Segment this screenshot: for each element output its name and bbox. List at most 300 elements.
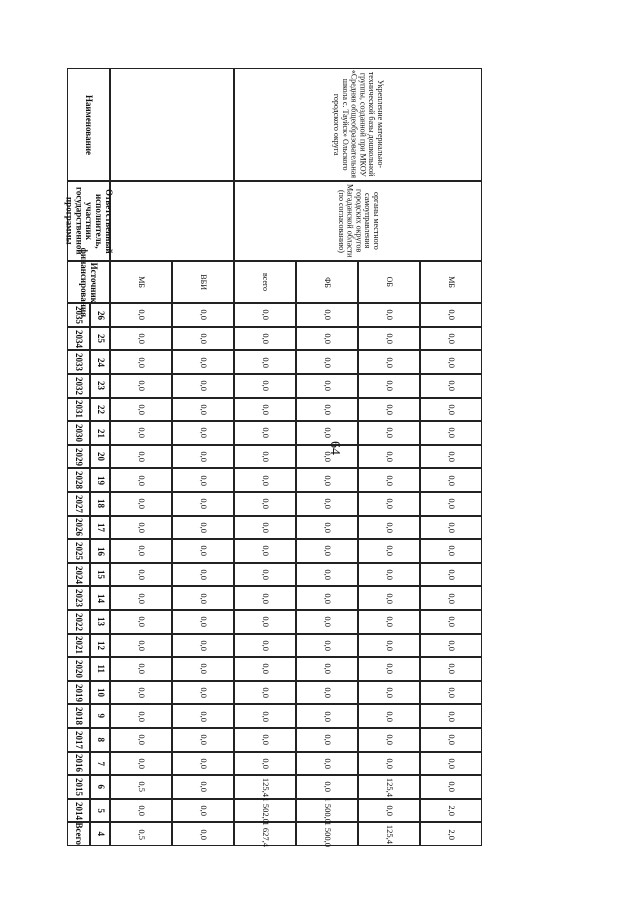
year-header-text: 2022 [74, 612, 85, 631]
table-cell-text: 0,0 [136, 309, 147, 321]
table-cell [420, 374, 482, 398]
table-cell-text: 0,0 [384, 569, 395, 580]
table-cell-text: 0,0 [322, 663, 333, 675]
year-header [67, 563, 90, 587]
table-cell-text: 1 500,0 [322, 821, 333, 847]
table-cell [358, 539, 420, 563]
table-cell-text: 0,0 [384, 333, 395, 344]
table-cell [358, 563, 420, 587]
table-cell [420, 468, 482, 492]
table-cell-text: 0,0 [260, 710, 271, 722]
table-cell-text: 0,0 [446, 309, 457, 321]
table-cell [110, 516, 172, 540]
table-cell-text: 0,0 [322, 498, 333, 510]
year-header [67, 704, 90, 728]
year-header [67, 327, 90, 351]
table-cell [110, 350, 172, 374]
table-cell-text: 0,0 [322, 545, 333, 557]
table-cell [358, 657, 420, 681]
year-header-text: 2024 [74, 565, 85, 584]
table-cell-text: 0,0 [446, 616, 457, 628]
column-number [90, 634, 110, 658]
year-header [67, 350, 90, 374]
table-cell-text: 0,0 [322, 710, 333, 722]
table-cell [420, 586, 482, 610]
table-cell-text: 0,0 [198, 545, 209, 557]
source-cell [234, 261, 296, 303]
table-cell-text: 0,0 [198, 404, 209, 415]
column-number [90, 610, 110, 634]
table-cell [420, 822, 482, 846]
table-cell [172, 586, 234, 610]
year-header [67, 775, 90, 799]
table-cell-text: 0,0 [384, 309, 395, 321]
table-cell-text: 0,0 [384, 474, 395, 486]
table-cell [110, 822, 172, 846]
table-cell-text: 0,0 [260, 333, 271, 344]
column-number-text: 13 [95, 617, 106, 627]
table-cell [234, 445, 296, 469]
table-cell [234, 350, 296, 374]
table-cell-text: 0,0 [384, 710, 395, 722]
column-number-text: 19 [95, 475, 106, 485]
column-number [90, 468, 110, 492]
table-cell [420, 563, 482, 587]
table-cell-text: 0,0 [260, 734, 271, 746]
table-cell [420, 704, 482, 728]
table-cell [420, 610, 482, 634]
table-cell-text: 0,0 [198, 427, 209, 439]
table-cell [296, 657, 358, 681]
table-cell-text: 0,0 [260, 640, 271, 651]
table-cell [296, 822, 358, 846]
table-cell-text: 0,0 [198, 781, 209, 793]
source-cell [110, 261, 172, 303]
table-cell [172, 657, 234, 681]
table-cell-text: 0,0 [260, 380, 271, 392]
name-cell [234, 68, 482, 181]
table-cell [358, 728, 420, 752]
table-cell [296, 728, 358, 752]
year-header [67, 398, 90, 422]
table-cell-text: 0,0 [322, 451, 333, 462]
column-number-text: 11 [95, 664, 106, 674]
table-cell [358, 681, 420, 705]
table-cell [234, 610, 296, 634]
table-cell-text: 0,0 [322, 592, 333, 604]
table-cell [296, 563, 358, 587]
table-cell [358, 822, 420, 846]
year-header [67, 539, 90, 563]
table-cell-text: 0,0 [198, 710, 209, 722]
year-header-text: 2020 [74, 660, 85, 679]
table-cell [420, 327, 482, 351]
year-header [67, 799, 90, 823]
table-cell-text: 0,0 [260, 592, 271, 604]
table-cell-text: 0,0 [198, 616, 209, 628]
budget-table [64, 68, 525, 847]
source-cell [172, 261, 234, 303]
table-cell [110, 799, 172, 823]
table-cell-text: 0,0 [136, 404, 147, 415]
table-cell-text: 0,0 [446, 522, 457, 533]
page-number: 64 [327, 441, 342, 455]
table-cell-text: 0,0 [446, 380, 457, 392]
table-cell [296, 327, 358, 351]
column-number-text: 4 [95, 831, 106, 837]
table-cell-text: 0,0 [446, 545, 457, 557]
table-cell-text: 0,0 [446, 474, 457, 486]
table-cell [358, 327, 420, 351]
table-cell-text: 0,0 [260, 427, 271, 439]
table-cell-text: 2,0 [446, 828, 457, 840]
table-cell-text: 0,0 [446, 569, 457, 580]
table-cell [358, 634, 420, 658]
year-header-text: 2018 [74, 707, 85, 726]
table-cell-text: 0,0 [136, 333, 147, 344]
table-cell-text: 0,0 [198, 758, 209, 769]
year-header-text: 2035 [74, 306, 85, 325]
executor-cell-text: органы местного самоуправления городских округов Магаданской области (по согласованию) [336, 184, 381, 258]
column-number [90, 445, 110, 469]
table-cell [172, 445, 234, 469]
column-number [90, 681, 110, 705]
table-cell [172, 704, 234, 728]
column-number [90, 704, 110, 728]
table-cell [358, 610, 420, 634]
column-number-text: 25 [95, 334, 106, 344]
table-cell-text: 0,0 [322, 356, 333, 368]
table-cell [296, 303, 358, 327]
table-cell-text: 0,0 [198, 734, 209, 746]
table-cell [296, 516, 358, 540]
table-cell-text: 1 500,0 [322, 797, 333, 824]
table-cell-text: 0,0 [446, 498, 457, 510]
column-number [90, 822, 110, 846]
year-header [67, 634, 90, 658]
column-number-text: 7 [95, 761, 106, 766]
table-cell-text: 0,0 [322, 758, 333, 769]
table-cell-text: 0,0 [136, 687, 147, 698]
table-cell-text: 0,0 [260, 616, 271, 628]
table-cell-text: 0,0 [384, 522, 395, 533]
table-cell [420, 445, 482, 469]
table-cell-text: 0,0 [384, 805, 395, 816]
table-cell-text: 0,0 [136, 474, 147, 486]
table-cell-text: 0,0 [384, 687, 395, 698]
year-header [67, 681, 90, 705]
source-header-text: Источник финансирования [79, 247, 100, 317]
table-cell [172, 468, 234, 492]
year-header-text: 2027 [74, 494, 85, 513]
table-cell-text: 0,0 [446, 781, 457, 793]
table-cell [358, 775, 420, 799]
table-cell-text: 0,0 [384, 498, 395, 510]
table-cell [420, 775, 482, 799]
table-cell-text: 0,0 [260, 498, 271, 510]
year-header-text: 2028 [74, 471, 85, 490]
table-cell [420, 752, 482, 776]
year-header [67, 374, 90, 398]
table-cell [358, 516, 420, 540]
table-cell-text: 0,0 [446, 758, 457, 769]
table-cell [296, 610, 358, 634]
table-cell-text: 0,0 [322, 734, 333, 746]
table-cell [110, 303, 172, 327]
table-cell [296, 398, 358, 422]
table-cell [296, 445, 358, 469]
year-header-text: Всего [74, 822, 85, 846]
table-cell [172, 421, 234, 445]
table-cell [172, 398, 234, 422]
table-cell-text: 125,4 [384, 824, 395, 844]
column-number-text: 5 [95, 808, 106, 813]
table-cell-text: 0,0 [198, 309, 209, 321]
table-cell-text: 0,0 [198, 356, 209, 368]
table-cell [420, 303, 482, 327]
table-cell-text: 0,0 [198, 687, 209, 698]
table-cell [420, 681, 482, 705]
column-number [90, 563, 110, 587]
table-cell [110, 728, 172, 752]
column-number-text: 24 [95, 357, 106, 367]
table-cell [110, 492, 172, 516]
table-cell [296, 374, 358, 398]
table-cell [296, 421, 358, 445]
table-cell-text: 0,0 [322, 380, 333, 392]
table-cell [296, 775, 358, 799]
table-cell-text: 0,0 [136, 451, 147, 462]
table-cell [110, 704, 172, 728]
column-number-text: 22 [95, 404, 106, 414]
year-header-text: 2016 [74, 754, 85, 773]
table-cell-text: 0,0 [322, 781, 333, 793]
table-cell [420, 799, 482, 823]
table-cell [234, 752, 296, 776]
column-number [90, 398, 110, 422]
column-number-text: 15 [95, 570, 106, 580]
table-cell [358, 799, 420, 823]
column-number [90, 421, 110, 445]
year-header [67, 657, 90, 681]
table-cell [110, 752, 172, 776]
table-cell [172, 752, 234, 776]
source-cell-text: всего [261, 273, 271, 292]
executor-cell-empty [110, 181, 234, 261]
year-header-text: 2019 [74, 683, 85, 702]
column-number-text: 12 [95, 640, 106, 650]
name-cell-text: Укрепление материально-технической базы дошкольной группы, созданной при МКОУ «Средняя общеобразовательная школа с. Тауйск» Ольского городского округа [332, 70, 386, 179]
table-cell-text: 0,0 [384, 380, 395, 392]
table-cell-text: 0,0 [322, 333, 333, 344]
table-cell-text: 0,0 [198, 828, 209, 840]
table-cell-text: 1 502,0 [260, 797, 271, 824]
table-cell-text: 0,0 [446, 404, 457, 415]
year-header [67, 752, 90, 776]
year-header-text: 2032 [74, 376, 85, 395]
table-cell [110, 610, 172, 634]
name-header [67, 68, 110, 181]
executor-header-text: Ответственный исполнитель, участник государственной программы [64, 187, 115, 255]
table-cell [172, 350, 234, 374]
year-header [67, 421, 90, 445]
table-cell-text: 0,0 [260, 474, 271, 486]
table-cell [420, 539, 482, 563]
table-cell-text: 0,0 [198, 640, 209, 651]
table-cell [420, 657, 482, 681]
table-cell-text: 0,0 [136, 734, 147, 746]
table-cell-text: 0,0 [198, 474, 209, 486]
table-cell [358, 468, 420, 492]
column-number [90, 516, 110, 540]
table-cell [234, 681, 296, 705]
table-cell [110, 327, 172, 351]
name-cell-empty [110, 68, 234, 181]
table-cell-text: 0,0 [322, 427, 333, 439]
table-cell-text: 0,0 [136, 805, 147, 816]
table-cell-text: 0,0 [384, 616, 395, 628]
table-cell-text: 0,0 [260, 451, 271, 462]
table-cell [234, 468, 296, 492]
table-cell-text: 2,0 [446, 805, 457, 816]
table-cell-text: 0,0 [260, 356, 271, 368]
table-cell-text: 0,0 [446, 356, 457, 368]
table-cell-text: 0,0 [446, 734, 457, 746]
year-header-text: 2026 [74, 518, 85, 537]
table-cell [296, 634, 358, 658]
column-number-text: 21 [95, 428, 106, 438]
table-cell-text: 0,0 [446, 333, 457, 344]
year-header [67, 445, 90, 469]
table-cell-text: 0,0 [260, 569, 271, 580]
table-cell-text: 0,5 [136, 781, 147, 793]
table-cell-text: 0,0 [136, 380, 147, 392]
column-number [90, 350, 110, 374]
table-cell [172, 728, 234, 752]
table-cell-text: 0,0 [136, 545, 147, 557]
table-cell-text: 0,0 [384, 451, 395, 462]
table-cell-text: 0,0 [198, 522, 209, 533]
table-cell-text: 0,0 [384, 758, 395, 769]
table-cell [234, 704, 296, 728]
table-cell-text: 0,0 [198, 569, 209, 580]
table-cell-text: 0,0 [136, 663, 147, 675]
table-cell-text: 0,0 [384, 427, 395, 439]
column-number-text: 23 [95, 381, 106, 391]
year-header [67, 586, 90, 610]
table-cell [358, 704, 420, 728]
table-cell [110, 374, 172, 398]
table-cell [110, 586, 172, 610]
table-cell-text: 0,0 [198, 805, 209, 816]
table-cell [110, 468, 172, 492]
table-cell [172, 492, 234, 516]
table-cell [172, 610, 234, 634]
year-header-text: 2025 [74, 542, 85, 561]
year-header-text: 2033 [74, 353, 85, 372]
table-cell [234, 634, 296, 658]
source-cell-text: МБ [447, 276, 457, 289]
table-cell-text: 0,0 [136, 522, 147, 533]
table-cell [234, 799, 296, 823]
table-cell [172, 327, 234, 351]
table-cell-text: 0,0 [322, 474, 333, 486]
executor-cell [234, 181, 482, 261]
column-number [90, 327, 110, 351]
table-cell-text: 0,0 [198, 380, 209, 392]
table-cell [110, 445, 172, 469]
table-cell-text: 0,0 [260, 309, 271, 321]
table-cell-text: 0,0 [198, 498, 209, 510]
table-cell [234, 516, 296, 540]
table-cell [420, 398, 482, 422]
table-cell [110, 681, 172, 705]
table-cell [110, 657, 172, 681]
year-header-text: 2014 [74, 801, 85, 820]
column-number-text: 26 [95, 310, 106, 320]
table-cell [420, 634, 482, 658]
table-cell-text: 0,0 [136, 356, 147, 368]
table-cell-text: 0,0 [136, 640, 147, 651]
table-cell [172, 775, 234, 799]
table-cell [172, 539, 234, 563]
table-cell [110, 398, 172, 422]
source-cell-text: МБ [137, 276, 147, 289]
table-cell [234, 657, 296, 681]
table-cell [296, 468, 358, 492]
table-cell-text: 0,0 [446, 710, 457, 722]
table-cell [234, 398, 296, 422]
year-header [67, 516, 90, 540]
column-number-text: 20 [95, 452, 106, 462]
year-header-text: 2021 [74, 636, 85, 655]
table-cell-text: 0,0 [322, 687, 333, 698]
table-cell-text: 125,4 [260, 777, 271, 797]
table-cell [234, 374, 296, 398]
column-number [90, 374, 110, 398]
table-cell-text: 0,0 [322, 616, 333, 628]
table-cell-text: 0,0 [198, 451, 209, 462]
table-cell [234, 563, 296, 587]
year-header-text: 2030 [74, 424, 85, 443]
column-number [90, 492, 110, 516]
table-cell-text: 0,0 [136, 758, 147, 769]
table-cell-text: 0,0 [446, 451, 457, 462]
name-header-text: Наименование [84, 94, 95, 155]
column-number-text: 18 [95, 499, 106, 509]
table-cell-text: 0,0 [260, 404, 271, 415]
table-cell [110, 775, 172, 799]
table-cell [296, 539, 358, 563]
table-cell-text: 0,0 [260, 545, 271, 557]
column-number-text: 6 [95, 784, 106, 790]
year-header [67, 492, 90, 516]
year-header-text: 2029 [74, 447, 85, 466]
source-cell [420, 261, 482, 303]
source-cell-text: ВБИ [199, 274, 209, 291]
table-cell [358, 445, 420, 469]
source-cell-text: ФБ [323, 276, 333, 288]
year-header [67, 728, 90, 752]
table-cell [234, 492, 296, 516]
table-cell [172, 681, 234, 705]
column-number [90, 752, 110, 776]
table-cell [358, 374, 420, 398]
column-number [90, 539, 110, 563]
table-cell [296, 704, 358, 728]
table-cell [420, 516, 482, 540]
table-cell-text: 0,0 [446, 687, 457, 698]
